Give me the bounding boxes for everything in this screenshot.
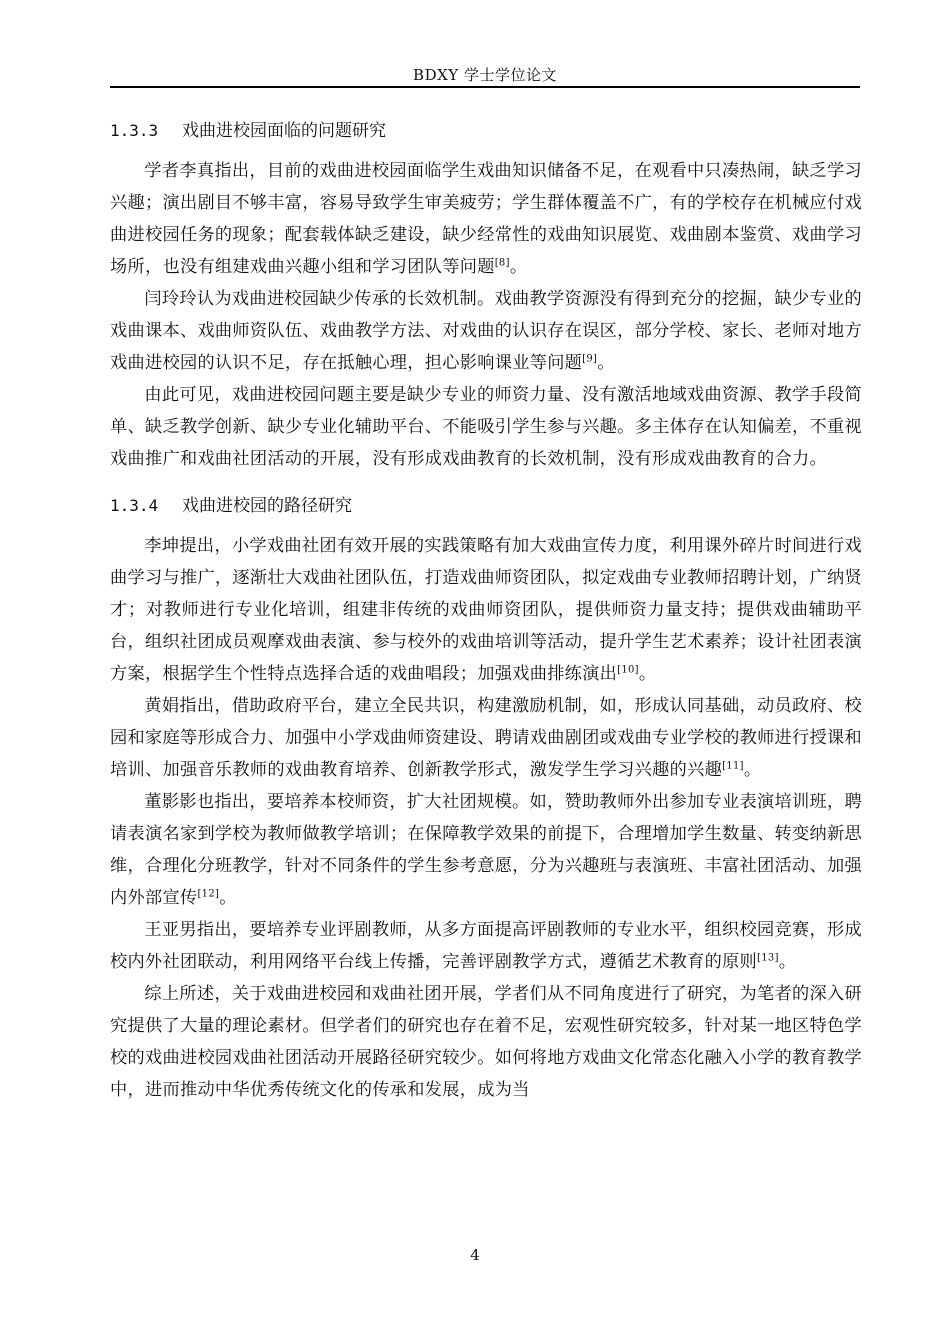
section-number: 1.3.4 xyxy=(110,496,159,515)
citation: [11] xyxy=(722,760,744,772)
paragraph-end: 。 xyxy=(743,760,762,780)
paragraph-end: 。 xyxy=(509,257,528,277)
section-title: 戏曲进校园的路径研究 xyxy=(182,496,352,516)
page-number: 4 xyxy=(470,1246,480,1264)
paragraph-end: 。 xyxy=(597,353,615,373)
citation: [12] xyxy=(197,888,220,900)
citation: [9] xyxy=(582,353,598,365)
paragraph xyxy=(110,379,862,475)
citation: [13] xyxy=(757,952,779,964)
paragraph xyxy=(110,283,862,379)
paragraph-end: 。 xyxy=(219,888,237,908)
paragraph-text: 李坤提出，小学戏曲社团有效开展的实践策略有加大戏曲宣传力度，利用课外碎片时间进行戏曲学习与推广，逐渐壮大戏曲社团队伍，打造戏曲师资团队，拟定戏曲专业教师招聘计划，广纳贤才；对教师进行专业化培训，组建非传统的戏曲师资团队，提供师资力量支持；提供戏曲辅助平台，组织社团成员观摩戏曲表演、参与校外的戏曲培训等活动，提升学生艺术素养；设计社团表演方案，根据学生个性特点选择合适的戏曲唱段；加强戏曲排练演出 xyxy=(110,536,862,684)
section-heading-1-3-3 xyxy=(110,118,862,144)
paragraph-end: 。 xyxy=(778,952,797,972)
paragraph xyxy=(110,914,862,978)
paragraph xyxy=(110,978,862,1106)
paragraph-text: 闫玲玲认为戏曲进校园缺少传承的长效机制。戏曲教学资源没有得到充分的挖掘，缺少专业的戏曲课本、戏曲师资队伍、戏曲教学方法、对戏曲的认识存在误区，部分学校、家长、老师对地方戏曲进校园的认识不足，存在抵触心理，担心影响课业等问题 xyxy=(110,289,862,373)
paragraph xyxy=(110,155,862,283)
paragraph-text: 学者李真指出，目前的戏曲进校园面临学生戏曲知识储备不足，在观看中只凑热闹，缺乏学习兴趣；演出剧目不够丰富，容易导致学生审美疲劳；学生群体覆盖不广，有的学校存在机械应付戏曲进校园任务的现象；配套载体缺乏建设，缺少经常性的戏曲知识展览、戏曲剧本鉴赏、戏曲学习场所，也没有组建戏曲兴趣小组和学习团队等问题 xyxy=(110,161,862,277)
paragraph-text: 由此可见，戏曲进校园问题主要是缺少专业的师资力量、没有激活地域戏曲资源、教学手段简单、缺乏教学创新、缺少专业化辅助平台、不能吸引学生参与兴趣。多主体存在认知偏差，不重视戏曲推广和戏曲社团活动的开展，没有形成戏曲教育的长效机制，没有形成戏曲教育的合力。 xyxy=(110,385,862,469)
paragraph-text: 综上所述，关于戏曲进校园和戏曲社团开展，学者们从不同角度进行了研究，为笔者的深入研究提供了大量的理论素材。但学者们的研究也存在着不足，宏观性研究较多，针对某一地区特色学校的戏曲进校园戏曲社团活动开展路径研究较少。如何将地方戏曲文化常态化融入小学的教育教学中，进而推动中华优秀传统文化的传承和发展，成为当 xyxy=(110,984,862,1100)
paragraph xyxy=(110,786,862,914)
paragraph-text: 董影影也指出，要培养本校师资，扩大社团规模。如，赞助教师外出参加专业表演培训班，聘请表演名家到学校为教师做教学培训；在保障教学效果的前提下，合理增加学生数量、转变纳新思维，合理化分班教学，针对不同条件的学生参考意愿，分为兴趣班与表演班、丰富社团活动、加强内外部宣传 xyxy=(110,792,862,908)
section-number: 1.3.3 xyxy=(110,121,159,140)
citation: [8] xyxy=(494,257,510,269)
paragraph xyxy=(110,690,862,786)
paragraph xyxy=(110,530,862,690)
citation: [10] xyxy=(617,664,639,676)
paragraph-text: 王亚男指出，要培养专业评剧教师，从多方面提高评剧教师的专业水平，组织校园竞赛，形成校内外社团联动，利用网络平台线上传播，完善评剧教学方式，遵循艺术教育的原则 xyxy=(110,920,862,972)
page-body xyxy=(110,118,862,1106)
header-rule xyxy=(110,86,860,88)
section-heading-1-3-4 xyxy=(110,493,862,519)
paragraph-end: 。 xyxy=(638,664,657,684)
section-title: 戏曲进校园面临的问题研究 xyxy=(182,121,386,141)
paragraph-text: 黄娟指出，借助政府平台，建立全民共识，构建激励机制，如，形成认同基础，动员政府、校园和家庭等形成合力、加强中小学戏曲师资建设、聘请戏曲剧团或戏曲专业学校的教师进行授课和培训、加强音乐教师的戏曲教育培养、创新教学形式，激发学生学习兴趣的兴趣 xyxy=(110,696,862,780)
running-header: BDXY 学士学位论文 xyxy=(413,66,557,84)
